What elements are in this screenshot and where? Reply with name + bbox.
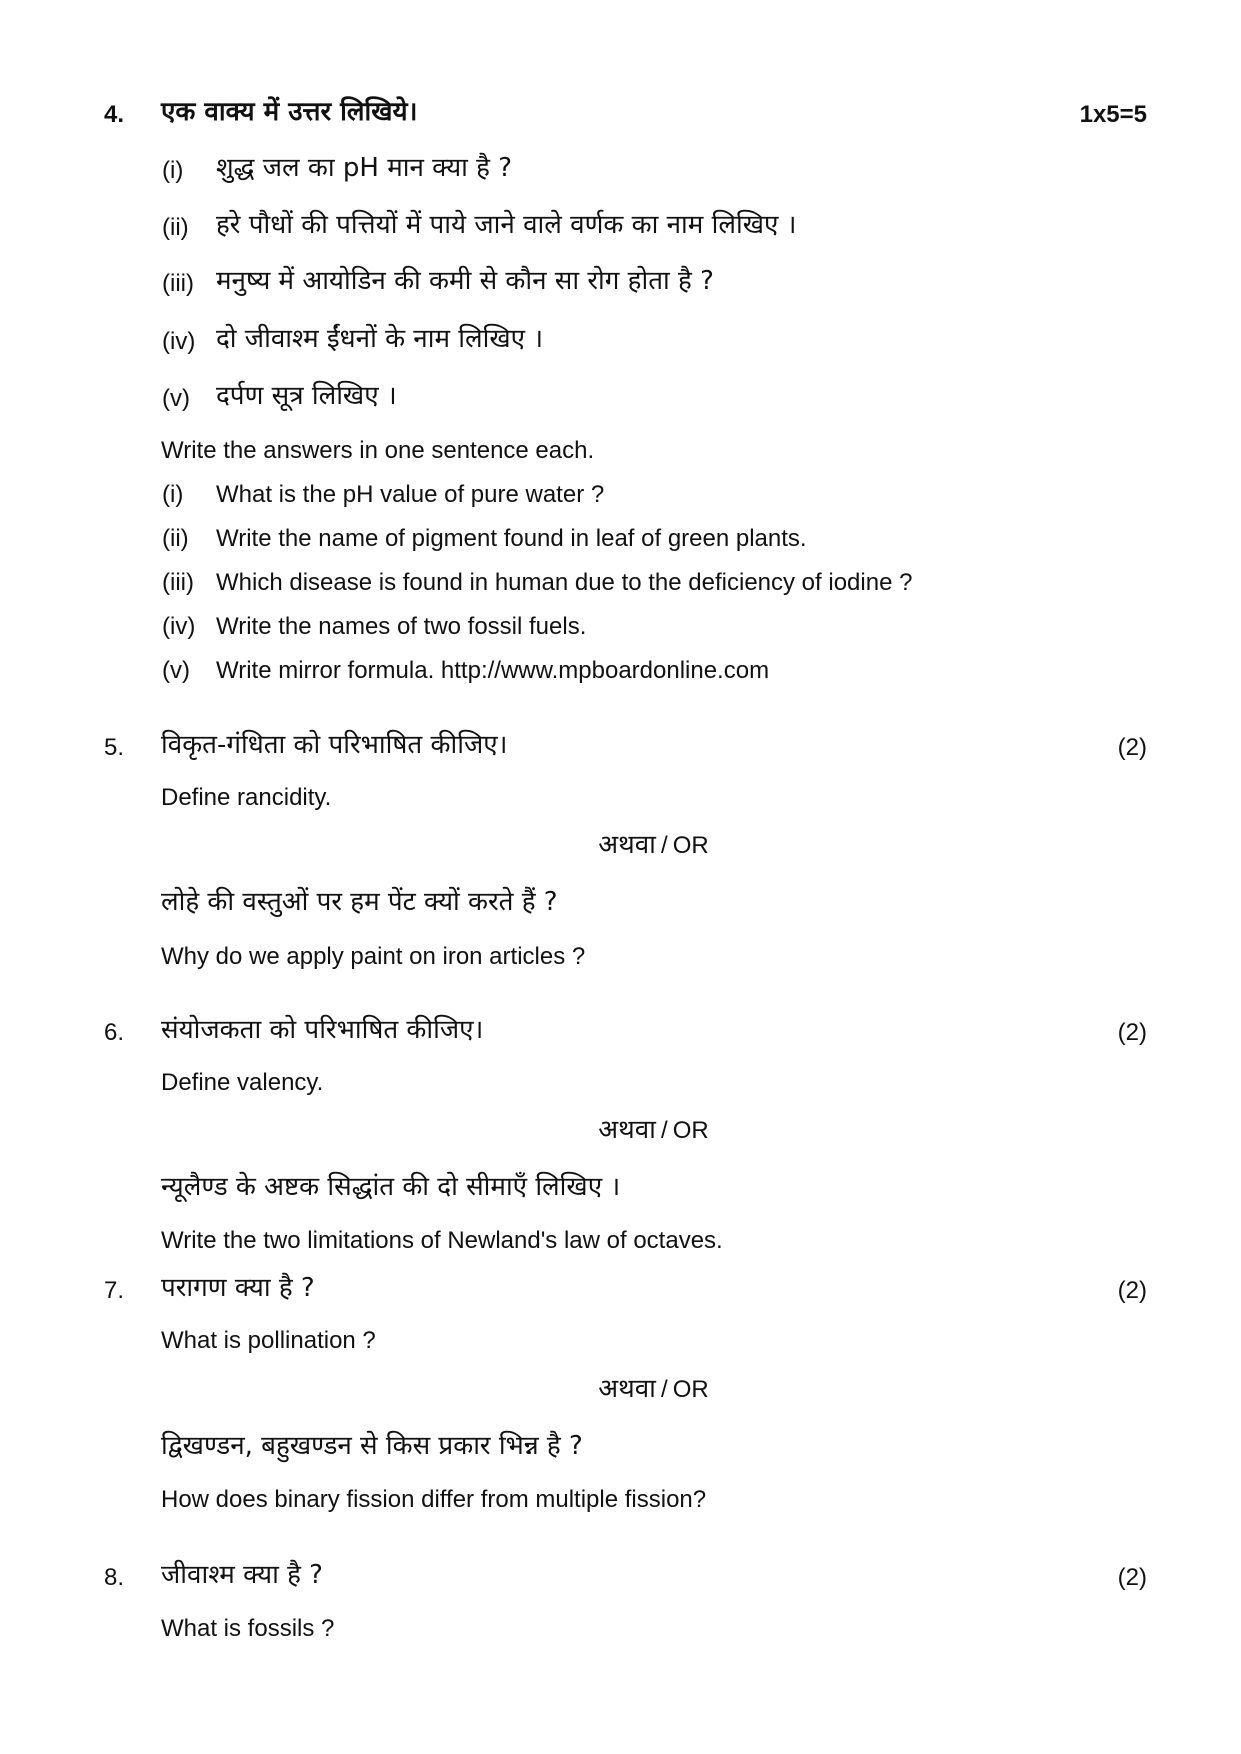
q4-en-item-label: (iii) [162,569,194,596]
q8-number: 8. [104,1564,125,1591]
q8-question-english: What is fossils ? [161,1615,335,1642]
or-separator: / [661,1376,668,1403]
q4-en-item-text: Write the name of pigment found in leaf of green plants. [216,525,807,552]
q4-en-item-text: Write mirror formula. http://www.mpboardonline.com [216,657,770,684]
q4-heading-hindi: एक वाक्य में उत्तर लिखिये। [161,97,418,127]
q4-hi-item-text: दो जीवाश्म ईंधनों के नाम लिखिए । [216,324,544,354]
q4-hi-item-label: (iv) [162,328,196,355]
q7-marks: (2) [1117,1277,1147,1304]
q6-alternate-english: Write the two limitations of Newland's law of octaves. [161,1227,723,1254]
q7-number: 7. [104,1277,125,1304]
q4-en-item-label: (i) [162,481,184,508]
q5-or-divider [0,831,1241,860]
q8-question-hindi: जीवाश्म क्या है ? [161,1560,323,1590]
q5-alternate-hindi: लोहे की वस्तुओं पर हम पेंट क्यों करते हैं ? [161,887,558,917]
q5-question-hindi: विकृत-गंधिता को परिभाषित कीजिए। [161,730,508,760]
q6-question-english: Define valency. [161,1069,324,1096]
q4-number: 4. [104,101,125,128]
q4-hi-item-label: (ii) [162,214,189,241]
or-separator: / [661,1117,668,1144]
or-separator: / [661,832,668,859]
or-hindi: अथवा [598,1374,656,1404]
q4-hi-item-text: शुद्ध जल का pH मान क्या है ? [216,153,513,183]
q7-alternate-hindi: द्विखण्डन, बहुखण्डन से किस प्रकार भिन्न है ? [161,1431,583,1461]
q4-marks: 1x5=5 [1079,101,1147,128]
q5-alternate-english: Why do we apply paint on iron articles ? [161,943,586,970]
q7-question-english: What is pollination ? [161,1327,376,1354]
q4-hi-item-label: (iii) [162,270,194,297]
q7-or-divider [0,1375,1241,1404]
q5-number: 5. [104,734,125,761]
q4-hi-item-text: दर्पण सूत्र लिखिए । [216,381,397,411]
q8-marks: (2) [1117,1564,1147,1591]
q6-question-hindi: संयोजकता को परिभाषित कीजिए। [161,1015,484,1045]
q7-alternate-english: How does binary fission differ from multiple fission? [161,1486,707,1513]
q5-question-english: Define rancidity. [161,784,332,811]
or-hindi: अथवा [598,830,656,860]
q4-hi-item-text: हरे पौधों की पत्तियों में पाये जाने वाले वर्णक का नाम लिखिए । [216,210,797,240]
q6-alternate-hindi: न्यूलैण्ड के अष्टक सिद्धांत की दो सीमाएँ लिखिए । [161,1172,621,1202]
or-english: OR [672,832,709,859]
q4-en-item-label: (v) [162,657,190,684]
q4-heading-english: Write the answers in one sentence each. [161,437,595,464]
or-english: OR [672,1376,709,1403]
or-english: OR [672,1117,709,1144]
q5-marks: (2) [1117,734,1147,761]
q4-hi-item-text: मनुष्य में आयोडिन की कमी से कौन सा रोग होता है ? [216,266,714,296]
q6-number: 6. [104,1019,125,1046]
or-hindi: अथवा [598,1115,656,1145]
q4-en-item-text: Which disease is found in human due to the deficiency of iodine ? [216,569,913,596]
q4-en-item-label: (iv) [162,613,196,640]
q6-or-divider [0,1116,1241,1145]
q4-hi-item-label: (i) [162,157,184,184]
q4-en-item-text: Write the names of two fossil fuels. [216,613,587,640]
q6-marks: (2) [1117,1019,1147,1046]
q7-question-hindi: परागण क्या है ? [161,1273,315,1303]
q4-hi-item-label: (v) [162,385,190,412]
q4-en-item-label: (ii) [162,525,189,552]
q4-en-item-text: What is the pH value of pure water ? [216,481,605,508]
